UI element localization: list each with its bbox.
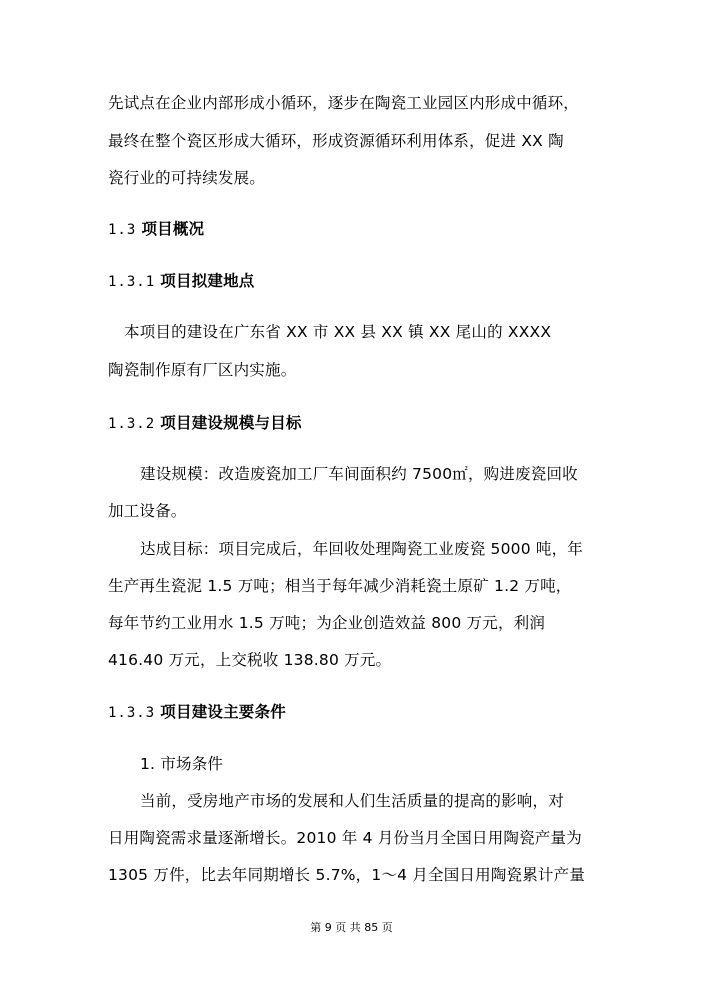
location-line-2: 陶瓷制作原有厂区内实施。 bbox=[108, 361, 297, 379]
intro-line-2: 最终在整个瓷区形成大循环，形成资源循环利用体系，促进 XX 陶 bbox=[108, 132, 564, 150]
intro-line-1: 先试点在企业内部形成小循环，逐步在陶瓷工业园区内形成中循环， bbox=[108, 94, 580, 112]
heading-1-3 bbox=[108, 219, 204, 240]
heading-1-3-3-title: 项目建设主要条件 bbox=[160, 703, 286, 721]
goal-line-1: 达成目标：项目完成后，年回收处理陶瓷工业废瓷 5000 吨，年 bbox=[140, 540, 584, 558]
heading-1-3-2 bbox=[108, 413, 302, 434]
heading-1-3-1-number: 1.3.1 bbox=[108, 274, 156, 290]
heading-1-3-3-number: 1.3.3 bbox=[108, 705, 156, 721]
scale-line-1: 建设规模：改造废瓷加工厂车间面积约 7500㎡，购进废瓷回收 bbox=[140, 465, 578, 483]
heading-1-3-3 bbox=[108, 702, 286, 723]
heading-1-3-1-title: 项目拟建地点 bbox=[160, 272, 255, 290]
heading-1-3-2-number: 1.3.2 bbox=[108, 416, 156, 432]
goal-line-3: 每年节约工业用水 1.5 万吨；为企业创造效益 800 万元，利润 bbox=[108, 614, 546, 632]
location-line-1: 本项目的建设在广东省 XX 市 XX 县 XX 镇 XX 尾山的 XXXX bbox=[124, 323, 552, 341]
heading-1-3-number: 1.3 bbox=[108, 222, 137, 238]
intro-line-3: 瓷行业的可持续发展。 bbox=[108, 169, 266, 187]
market-line-1: 当前，受房地产市场的发展和人们生活质量的提高的影响，对 bbox=[140, 792, 564, 810]
goal-line-4: 416.40 万元，上交税收 138.80 万元。 bbox=[108, 651, 392, 669]
heading-1-3-title: 项目概况 bbox=[141, 220, 205, 238]
goal-line-2: 生产再生瓷泥 1.5 万吨；相当于每年减少消耗瓷土原矿 1.2 万吨， bbox=[108, 577, 572, 595]
heading-1-3-2-title: 项目建设规模与目标 bbox=[160, 414, 302, 432]
heading-1-3-1 bbox=[108, 271, 255, 292]
list-item-market: 1. 市场条件 bbox=[140, 755, 224, 773]
scale-line-2: 加工设备。 bbox=[108, 502, 187, 520]
market-line-2: 日用陶瓷需求量逐渐增长。2010 年 4 月份当月全国日用陶瓷产量为 bbox=[108, 829, 582, 847]
market-line-3: 1305 万件，比去年同期增长 5.7%，1～4 月全国日用陶瓷累计产量 bbox=[108, 866, 586, 884]
page-footer: 第 9 页 共 85 页 bbox=[310, 921, 393, 934]
